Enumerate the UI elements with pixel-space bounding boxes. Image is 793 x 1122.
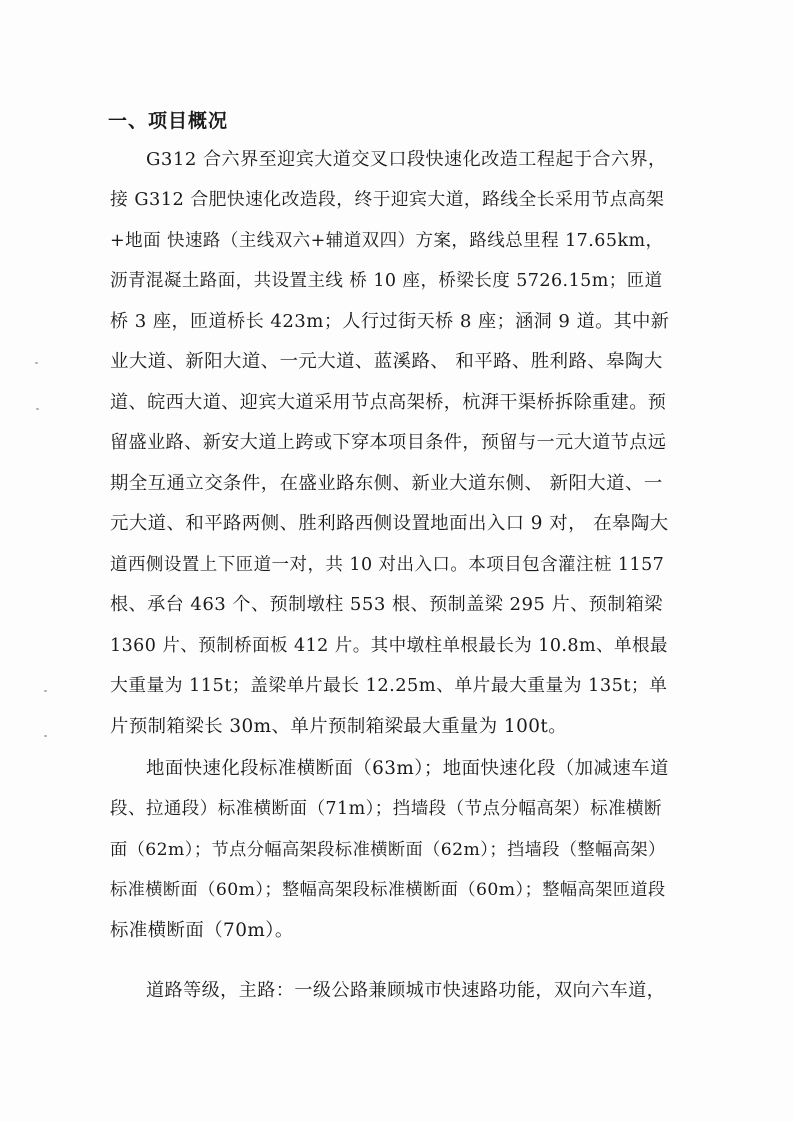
paragraph-line: 接 G312 合肥快速化改造段，终于迎宾大道，路线全长采用节点高架: [110, 189, 665, 210]
paragraph-line: 道路等级，主路：一级公路兼顾城市快速路功能，双向六车道，: [146, 980, 666, 1001]
paragraph-line: 道、皖西大道、迎宾大道采用节点高架桥，杭湃干渠桥拆除重建。预: [110, 392, 667, 413]
paragraph-line: 地面快速化段标准横断面（63m）；地面快速化段（加减速车道: [146, 758, 669, 779]
paragraph-line: 片预制箱梁长 30m、单片预制箱梁最大重量为 100t。: [110, 716, 568, 737]
scan-speck: [36, 408, 39, 410]
scan-speck: [44, 690, 47, 692]
paragraph-line: 标准横断面（70m）。: [110, 920, 294, 941]
paragraph-line: 段、拉通段）标准横断面（71m）；挡墙段（节点分幅高架）标准横断: [110, 799, 663, 819]
paragraph-line: 面（62m）；节点分幅高架段标准横断面（62m）；挡墙段（整幅高架）: [110, 840, 666, 860]
paragraph-line: 业大道、新阳大道、一元大道、蓝溪路、 和平路、胜利路、皋陶大: [110, 351, 663, 372]
paragraph-line: 道西侧设置上下匝道一对，共 10 对出入口。本项目包含灌注桩 1157: [110, 555, 665, 575]
paragraph-line: 元大道、和平路两侧、胜利路西侧设置地面出入口 9 对， 在皋陶大: [110, 513, 669, 534]
paragraph-line: 留盛业路、新安大道上跨或下穿本项目条件，预留与一元大道节点远: [110, 432, 667, 453]
paragraph-line: 沥青混凝土路面，共设置主线 桥 10 座，桥梁长度 5726.15m；匝道: [110, 271, 663, 291]
paragraph-line: 1360 片、预制桥面板 412 片。其中墩柱单根最长为 10.8m、单根最: [110, 636, 668, 656]
paragraph-line: 根、承台 463 个、预制墩柱 553 根、预制盖梁 295 片、预制箱梁: [110, 594, 663, 615]
scan-speck: [44, 735, 47, 737]
paragraph-line: 标准横断面（60m）；整幅高架段标准横断面（60m）；整幅高架匝道段: [110, 880, 666, 900]
scan-speck: [35, 362, 38, 364]
paragraph-line: 期全互通立交条件，在盛业路东侧、新业大道东侧、 新阳大道、一: [110, 473, 663, 494]
paragraph-line: G312 合六界至迎宾大道交叉口段快速化改造工程起于合六界，: [146, 149, 667, 170]
paragraph-line: 桥 3 座，匝道桥长 423m；人行过街天桥 8 座；涵洞 9 道。其中新: [110, 311, 670, 332]
paragraph-line: 大重量为 115t；盖梁单片最长 12.25m、单片最大重量为 135t；单: [110, 675, 668, 696]
section-heading: 一、项目概况: [108, 110, 229, 132]
paragraph-line: +地面 快速路（主线双六+辅道双四）方案，路线总里程 17.65km，: [110, 231, 664, 251]
